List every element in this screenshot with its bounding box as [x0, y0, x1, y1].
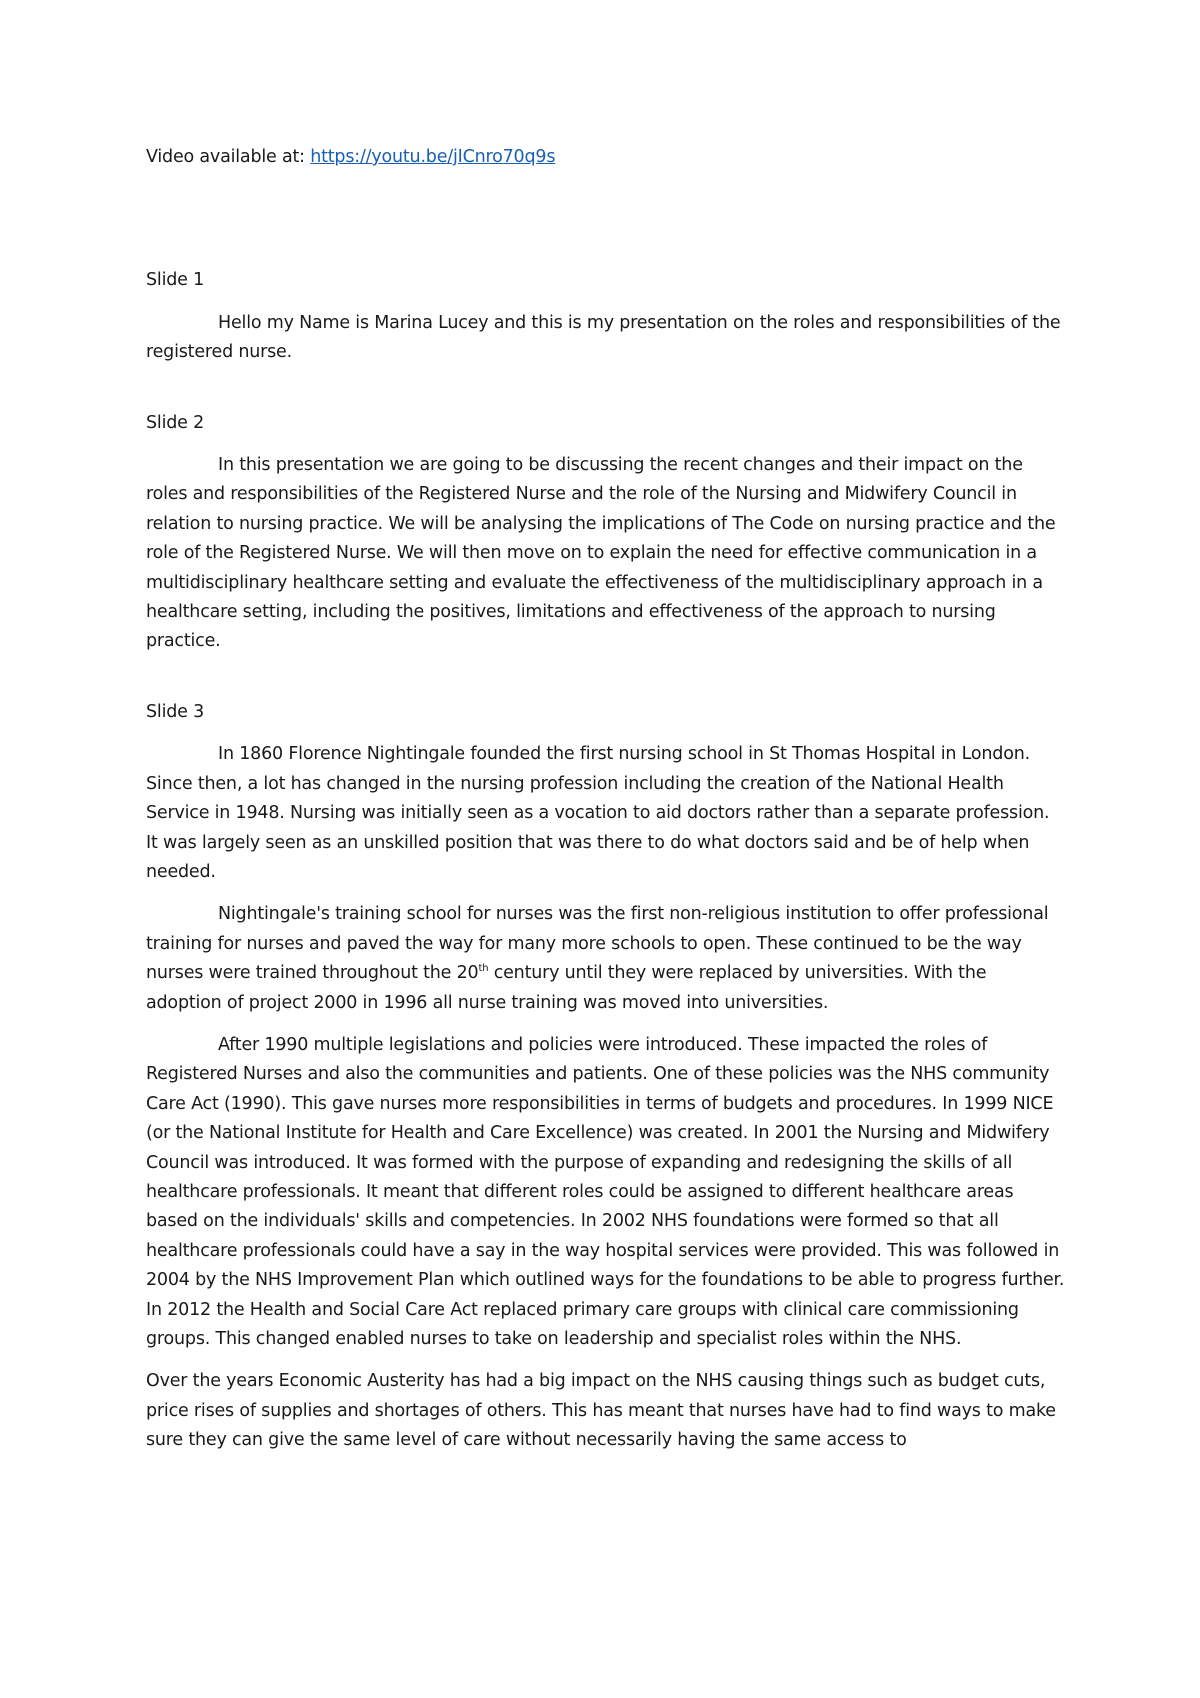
slide-3-paragraph-2: [146, 900, 1066, 1018]
video-label: Video available at:: [146, 147, 311, 167]
document-body: [146, 143, 1066, 1456]
slide-2-heading: Slide 2: [146, 412, 205, 433]
slide-3-paragraph-3: After 1990 multiple legislations and policies were introduced. These impacted the roles of Registered Nurses and also the communities and patients. One of these policies was the NHS community Care Act (1990). This gave nurses more responsibilities in terms of budgets and procedures. In 1999 NICE (or the National Institute for Health and Care Excellence) was created. In 2001 the Nursing and Midwifery Council was introduced. It was formed with the purpose of expanding and redesigning the skills of all healthcare professionals. It meant that different roles could be assigned to different healthcare areas based on the individuals' skills and competencies. In 2002 NHS foundations were formed so that all healthcare professionals could have a say in the way hospital services were provided. This was followed in 2004 by the NHS Improvement Plan which outlined ways for the foundations to be able to progress further. In 2012 the Health and Social Care Act replaced primary care groups with clinical care commissioning groups. This changed enabled nurses to take on leadership and specialist roles within the NHS.: [146, 1034, 1065, 1349]
slide-2-paragraph: In this presentation we are going to be discussing the recent changes and their impact on the roles and responsibilities of the Registered Nurse and the role of the Nursing and Midwifery Council in relation to nursing practice. We will be analysing the implications of The Code on nursing practice and the role of the Registered Nurse. We will then move on to explain the need for effective communication in a multidisciplinary healthcare setting and evaluate the effectiveness of the multidisciplinary approach in a healthcare setting, including the positives, limitations and effectiveness of the approach to nursing practice.: [146, 455, 1056, 652]
slide-3-paragraph-4: Over the years Economic Austerity has had a big impact on the NHS causing things such as budget cuts, price rises of supplies and shortages of others. This has meant that nurses have had to find ways to make sure they can give the same level of care without necessarily having the same access to: [146, 1371, 1056, 1451]
video-link[interactable]: https://youtu.be/jICnro70q9s: [310, 147, 556, 167]
slide-3-paragraph-1: In 1860 Florence Nightingale founded the first nursing school in St Thomas Hospital in London. Since then, a lot has changed in the nursing profession including the creation of the National Health Service in 1948. Nursing was initially seen as a vocation to aid doctors rather than a separate profession. It was largely seen as an unskilled position that was there to do what doctors said and be of help when needed.: [146, 744, 1050, 882]
slide-3-heading: Slide 3: [146, 701, 205, 722]
training-text-end: century until they were replaced by universities. With the adoption of project 2000 in 1996 all nurse training was moved into universities.: [146, 963, 987, 1013]
training-text-start: Nightingale's training school for nurses was the first non-religious institution to offer professional training for nurses and paved the way for many more schools to open. These continued to be the way nurses were trained throughout the 20: [146, 904, 1049, 984]
slide-1-paragraph: Hello my Name is Marina Lucey and this is my presentation on the roles and responsibilities of the registered nurse.: [146, 312, 1061, 363]
ordinal-superscript: th: [478, 963, 489, 975]
slide-1-heading: Slide 1: [146, 270, 205, 291]
video-line: [146, 143, 1066, 172]
